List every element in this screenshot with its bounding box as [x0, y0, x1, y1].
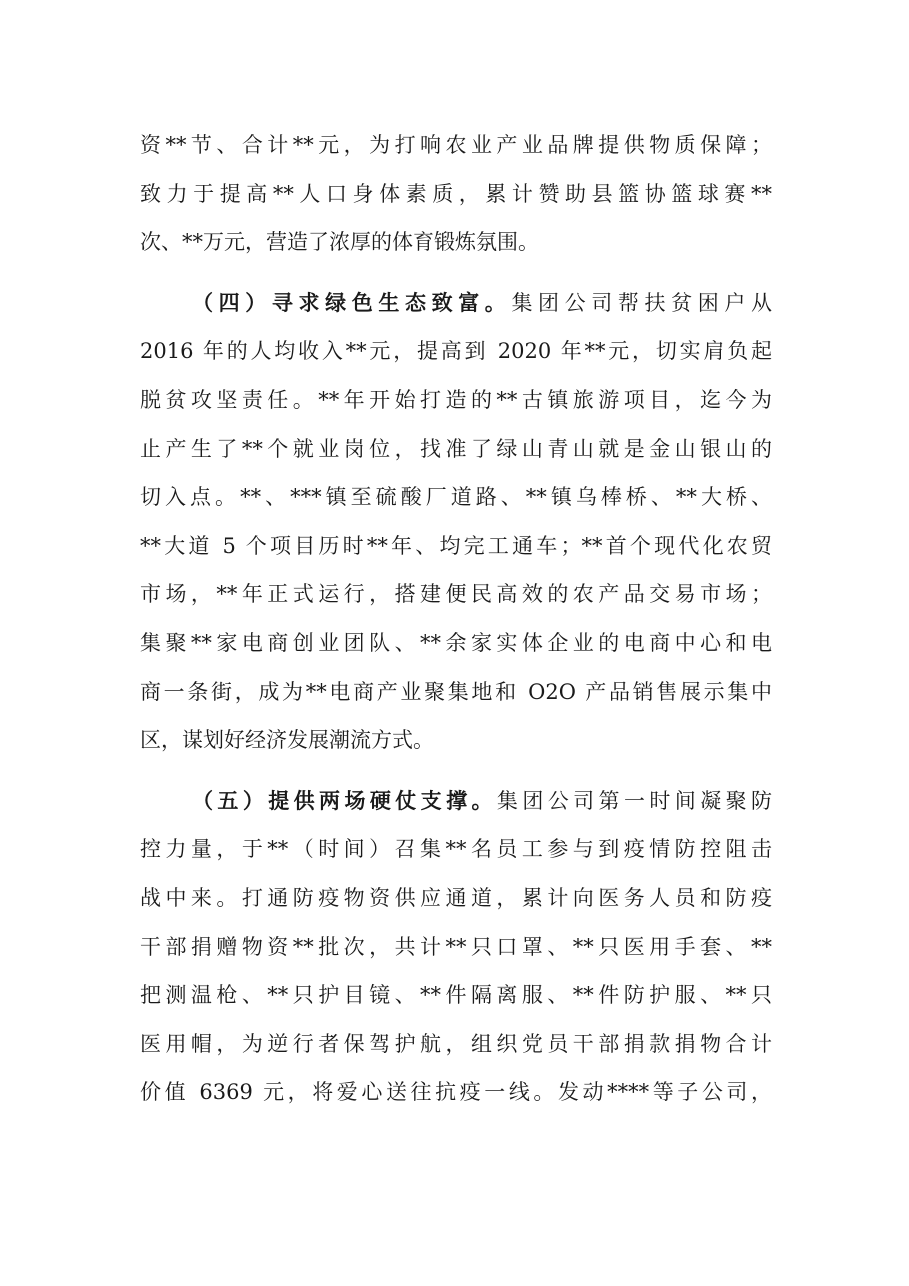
- text-line: 集聚**家电商创业团队、**余家实体企业的电商中心和电: [140, 630, 772, 655]
- text-line: [140, 279, 772, 328]
- text-line: 战中来。打通防疫物资供应通道，累计向医务人员和防疫: [140, 885, 772, 910]
- paragraph-section-4: [140, 279, 772, 765]
- text-line: 2016 年的人均收入**元，提高到 2020 年**元，切实肩负起: [140, 339, 772, 364]
- paragraph-continuation: [140, 121, 772, 267]
- text-run: 集团公司帮扶贫困户从: [511, 290, 773, 315]
- text-line: 资**节、合计**元，为打响农业产业品牌提供物质保障；: [140, 133, 772, 157]
- text-line: 区，谋划好经济发展潮流方式。: [140, 728, 434, 753]
- section-heading: （五）提供两场硬仗支撑。: [192, 788, 497, 813]
- text-line: 把测温枪、**只护目镜、**件隔离服、**件防护服、**只: [140, 983, 772, 1008]
- text-line: 市场，**年正式运行，搭建便民高效的农产品交易市场；: [140, 582, 772, 607]
- text-line: 商一条街，成为**电商产业聚集地和 O2O 产品销售展示集中: [140, 679, 772, 704]
- text-line: 致力于提高**人口身体素质，累计赞助县篮协篮球赛**: [140, 181, 772, 206]
- text-line: 价值 6369 元，将爱心送往抗疫一线。发动****等子公司，: [140, 1080, 772, 1105]
- text-line: 医用帽，为逆行者保驾护航，组织党员干部捐款捐物合计: [140, 1031, 772, 1056]
- text-line: 切入点。**、***镇至硫酸厂道路、**镇乌棒桥、**大桥、: [140, 485, 772, 510]
- paragraph-section-5: [140, 777, 772, 1117]
- text-line: 控力量，于**（时间）召集**名员工参与到疫情防控阻击: [140, 837, 772, 862]
- text-line: [140, 777, 772, 826]
- text-line: 干部捐赠物资**批次，共计**只口罩、**只医用手套、**: [140, 934, 772, 959]
- text-run: 集团公司第一时间凝聚防: [496, 788, 773, 813]
- text-line: 次、**万元，营造了浓厚的体育锻炼氛围。: [140, 230, 539, 255]
- section-heading: （四）寻求绿色生态致富。: [192, 290, 512, 315]
- body-text: [140, 121, 772, 1117]
- text-line: 脱贫攻坚责任。**年开始打造的**古镇旅游项目，迄今为: [140, 387, 772, 412]
- text-line: 止产生了**个就业岗位，找准了绿山青山就是金山银山的: [140, 436, 772, 461]
- text-line: **大道 5 个项目历时**年、均完工通车；**首个现代化农贸: [140, 533, 772, 558]
